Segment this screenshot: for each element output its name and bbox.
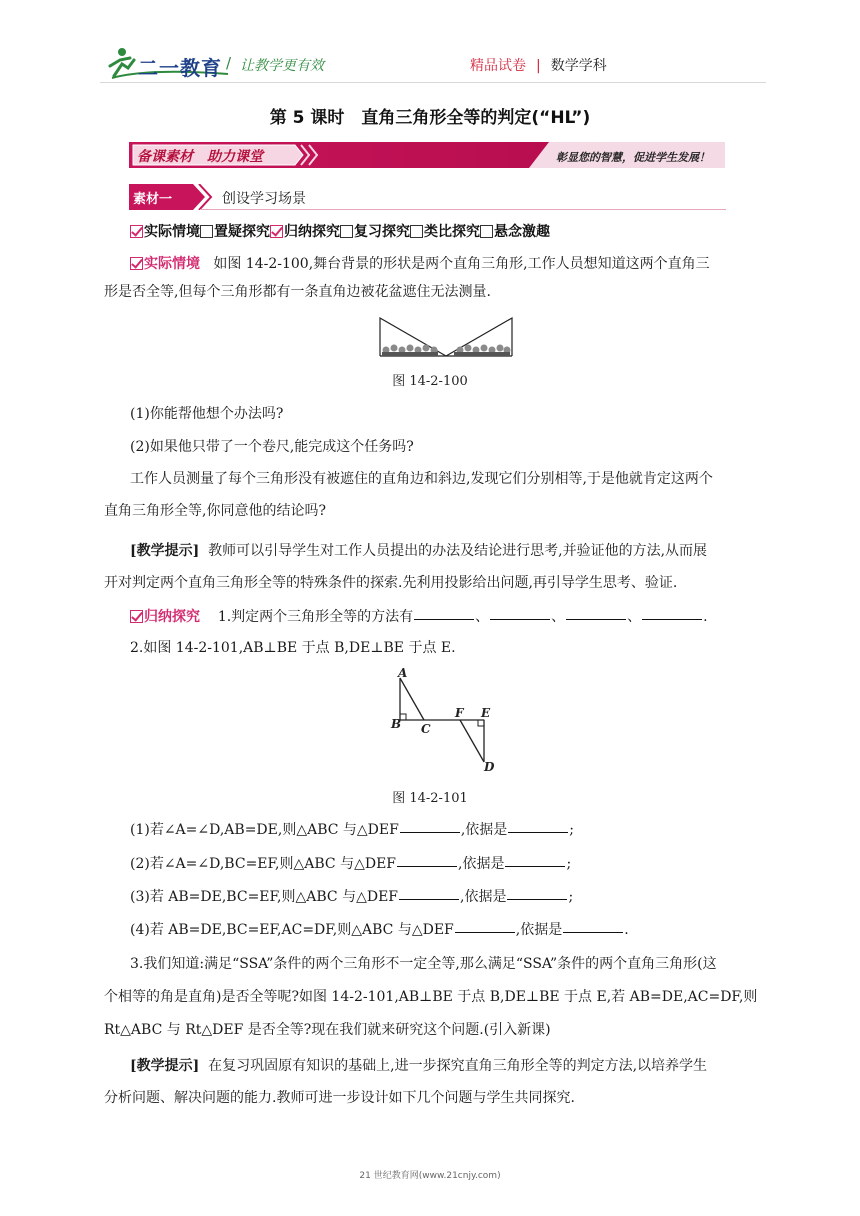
section-tab-label: 素材一 (133, 192, 173, 207)
answer-blank[interactable] (642, 618, 702, 620)
point-label-e: E (481, 706, 491, 720)
slogan: 让教学更有效 (240, 58, 324, 74)
induction-item: (3)若 AB=DE,BC=EF,则△ABC 与△DEF ,依据是 ; (130, 889, 574, 905)
section-title: 创设学习场景 (222, 191, 306, 207)
header-tags (470, 55, 607, 75)
answer-blank[interactable] (399, 898, 459, 900)
answer-blank[interactable] (414, 618, 474, 620)
answer-blank[interactable] (508, 831, 568, 833)
point-label-d: D (484, 760, 495, 774)
answer-blank[interactable] (490, 618, 550, 620)
brand-name: 二一教育 (138, 56, 222, 80)
induction-q1: 归纳探究 1.判定两个三角形全等的方法有 、 、 、 . (130, 603, 708, 631)
stage-figure (374, 312, 518, 362)
tip1-line2: 开对判定两个直角三角形全等的特殊条件的探索.先利用投影给出问题,再引导学生思考、验证. (104, 575, 678, 591)
point-label-c: C (421, 722, 431, 736)
figure-caption-100: 图 14-2-100 (392, 374, 468, 389)
answer-blank[interactable] (507, 898, 567, 900)
induction-item: (2)若∠A=∠D,BC=EF,则△ABC 与△DEF ,依据是 ; (130, 856, 572, 872)
figure-caption-101: 图 14-2-101 (392, 791, 468, 806)
checkbox-checked-icon (130, 225, 143, 238)
question-1: (1)你能帮他想个办法吗? (130, 406, 284, 422)
section-divider (200, 209, 726, 210)
answer-blank[interactable] (505, 865, 565, 867)
tag-subject: 数学学科 (550, 58, 607, 74)
answer-blank[interactable] (397, 865, 457, 867)
scenario-paragraph (130, 250, 770, 278)
check-label: 归纳探究 (284, 224, 340, 240)
scenario-p2: 直角三角形全等,你同意他的结论吗? (104, 503, 326, 519)
question-2: (2)如果他只带了一个卷尺,能完成这个任务吗? (130, 439, 414, 455)
tag-quality-paper: 精品试卷 (470, 58, 526, 74)
checkbox-empty-icon (340, 225, 353, 238)
item-basis-label: ,依据是 (458, 856, 505, 872)
scenario-line2: 形是否全等,但每个三角形都有一条直角边被花盆遮住无法测量. (104, 284, 491, 300)
checkbox-empty-icon (200, 225, 213, 238)
induction-q3-line1: 3.我们知道:满足“SSA”条件的两个三角形不一定全等,那么满足“SSA”条件的两个直角三角形(这 (130, 956, 717, 972)
point-label-a: A (398, 666, 408, 680)
check-label: 复习探究 (354, 224, 410, 240)
checkbox-empty-icon (410, 225, 423, 238)
tip-label: [教学提示] (130, 1058, 200, 1074)
answer-blank[interactable] (566, 618, 626, 620)
tip2-line1: 在复习巩固原有知识的基础上,进一步探究直角三角形全等的判定方法,以培养学生 (208, 1058, 708, 1074)
check-label: 置疑探究 (214, 224, 270, 240)
tip-label: [教学提示] (130, 543, 200, 559)
induction-item: (1)若∠A=∠D,AB=DE,则△ABC 与△DEF ,依据是 ; (130, 822, 575, 838)
point-label-b: B (391, 717, 402, 731)
item-condition: (1)若∠A=∠D,AB=DE,则△ABC 与△DEF (130, 822, 399, 838)
banner-left-text: 备课素材 助力课堂 (137, 149, 263, 165)
tip1-line1: 教师可以引导学生对工作人员提出的办法及结论进行思考,并验证他的方法,从而展 (208, 543, 708, 559)
check-label: 类比探究 (424, 224, 480, 240)
induction-q1-text: 1.判定两个三角形全等的方法有 (217, 609, 414, 625)
scenario-label: 实际情境 (144, 256, 200, 272)
answer-blank[interactable] (455, 931, 515, 933)
page-footer: 21 世纪教育网(www.21cnjy.com) (359, 1171, 501, 1181)
category-checklist (130, 221, 550, 241)
tip2-line2: 分析问题、解决问题的能力.教师可进一步设计如下几个问题与学生共同探究. (104, 1090, 575, 1106)
induction-label: 归纳探究 (144, 609, 200, 625)
induction-q3-line2: 个相等的角是直角)是否全等呢?如图 14-2-101,AB⊥BE 于点 B,DE⊥BE 于点 E,若 AB=DE,AC=DF,则 (104, 989, 758, 1005)
item-basis-label: ,依据是 (460, 889, 507, 905)
teaching-tip-1 (130, 537, 707, 565)
answer-blank[interactable] (400, 831, 460, 833)
induction-q3-line3: Rt△ABC 与 Rt△DEF 是否全等?现在我们就来研究这个问题.(引入新课) (104, 1022, 551, 1038)
scenario-p1: 工作人员测量了每个三角形没有被遮住的直角边和斜边,发现它们分别相等,于是他就肯定这两个 (130, 471, 713, 487)
banner-right-text: 彰显您的智慧，促进学生发展！ (556, 151, 710, 164)
tag-separator: | (536, 58, 541, 74)
checkbox-checked-icon (270, 225, 283, 238)
checkbox-checked-icon (130, 610, 143, 623)
induction-item: (4)若 AB=DE,BC=EF,AC=DF,则△ABC 与△DEF ,依据是 . (130, 922, 629, 938)
header-slash: / (226, 54, 232, 72)
teaching-tip-2 (130, 1052, 707, 1080)
answer-blank[interactable] (563, 931, 623, 933)
item-condition: (4)若 AB=DE,BC=EF,AC=DF,则△ABC 与△DEF (130, 922, 454, 938)
check-label: 悬念激趣 (494, 224, 550, 240)
checkbox-checked-icon (130, 257, 143, 270)
checkbox-empty-icon (480, 225, 493, 238)
item-condition: (2)若∠A=∠D,BC=EF,则△ABC 与△DEF (130, 856, 397, 872)
point-label-f: F (455, 706, 464, 720)
check-label: 实际情境 (144, 224, 200, 240)
scenario-line1: 如图 14-2-100,舞台背景的形状是两个直角三角形,工作人员想知道这两个直角三 (213, 256, 710, 272)
item-basis-label: ,依据是 (460, 822, 508, 838)
triangle-figure (388, 664, 508, 776)
page-title: 第 5 课时 直角三角形全等的判定(“HL”) (269, 108, 591, 128)
header-divider (100, 82, 766, 83)
induction-q2: 2.如图 14-2-101,AB⊥BE 于点 B,DE⊥BE 于点 E. (130, 640, 456, 656)
item-basis-label: ,依据是 (515, 922, 563, 938)
item-condition: (3)若 AB=DE,BC=EF,则△ABC 与△DEF (130, 889, 399, 905)
